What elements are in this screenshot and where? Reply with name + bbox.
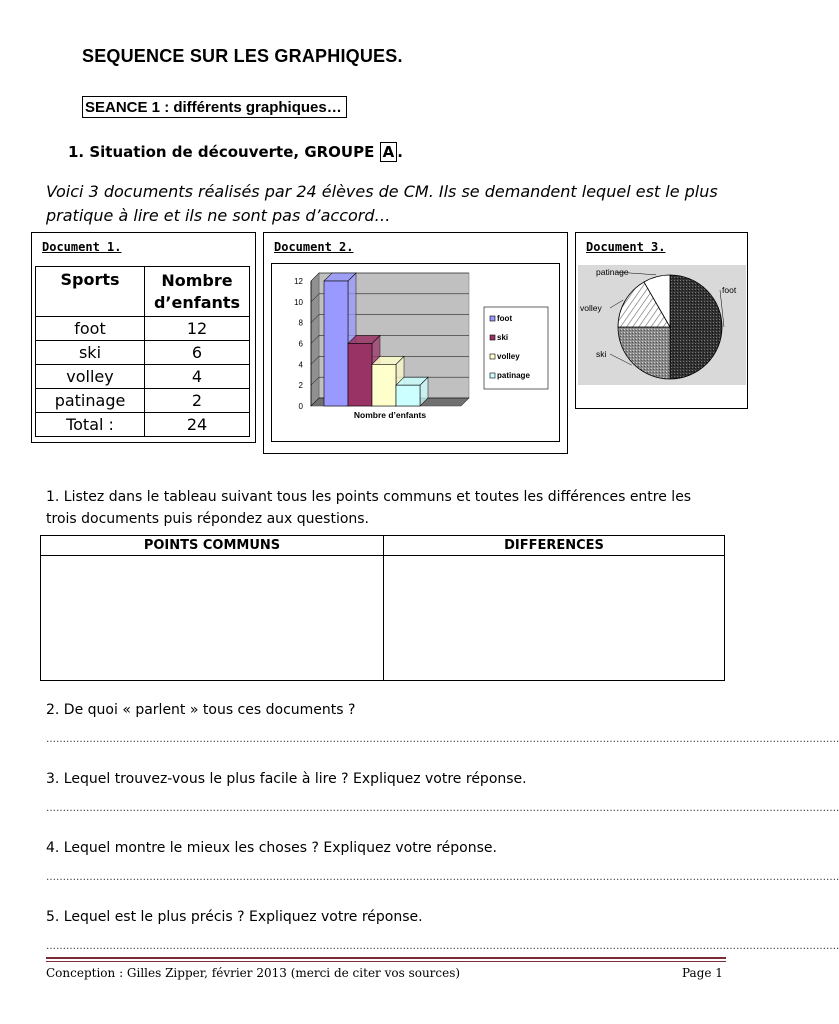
question-3: 3. Lequel trouvez-vous le plus facile à lire ? Expliquez votre réponse. — [46, 771, 527, 787]
answer-line-2[interactable]: …………………………………………………………………………………………………………………………………………………………………………………………………………………. — [46, 734, 839, 745]
situation-heading — [68, 143, 403, 161]
question-4: 4. Lequel montre le mieux les choses ? Expliquez votre réponse. — [46, 840, 497, 856]
group-letter: A — [380, 142, 398, 162]
legend-swatch — [490, 354, 495, 359]
y-tick-label: 2 — [298, 381, 303, 391]
document-1 — [31, 232, 256, 443]
y-tick-label: 4 — [298, 360, 303, 370]
count-cell: 2 — [145, 389, 250, 413]
situation-prefix: 1. Situation de découverte, GROUPE — [68, 143, 380, 161]
footer-divider — [46, 957, 726, 959]
pie-label: patinage — [596, 267, 629, 277]
answer-line-5[interactable]: …………………………………………………………………………………………………………………………………………………………………………………………………………………. — [46, 941, 839, 952]
compare-table — [40, 535, 725, 681]
sport-cell: ski — [36, 341, 145, 365]
legend-swatch — [490, 373, 495, 378]
pie-label: ski — [596, 349, 607, 359]
y-tick-label: 0 — [298, 402, 303, 411]
legend-label: patinage — [497, 371, 530, 380]
count-cell: 6 — [145, 341, 250, 365]
page-number: Page 1 — [682, 966, 723, 980]
bar-chart — [271, 263, 561, 443]
question-5: 5. Lequel est le plus précis ? Expliquez votre réponse. — [46, 909, 423, 925]
intro-text: Voici 3 documents réalisés par 24 élèves de CM. Ils se demandent lequel est le plus pratique à lire et ils ne sont pas d’accord… — [46, 182, 718, 225]
legend-label: volley — [497, 352, 520, 361]
differences-header: DIFFERENCES — [384, 536, 725, 556]
points-communs-header: POINTS COMMUNS — [41, 536, 384, 556]
table-row — [36, 341, 250, 365]
header-sports: Sports — [36, 267, 145, 317]
y-tick-label: 8 — [298, 318, 303, 328]
y-tick-label: 10 — [294, 297, 303, 307]
total-row — [36, 413, 250, 437]
pie-label: foot — [722, 285, 737, 295]
legend-swatch — [490, 335, 495, 340]
answer-line-3[interactable]: …………………………………………………………………………………………………………………………………………………………………………………………………………………. — [46, 803, 839, 814]
count-cell: 12 — [145, 317, 250, 341]
points-communs-cell[interactable] — [41, 556, 384, 681]
chart-legend — [484, 307, 548, 389]
document-2-label: Document 2. — [274, 240, 354, 254]
table-row — [36, 389, 250, 413]
header-nombre: Nombre d’enfants — [145, 267, 250, 317]
table-row — [36, 365, 250, 389]
document-3 — [575, 232, 748, 409]
footer-credit: Conception : Gilles Zipper, février 2013 (merci de citer vos sources) — [46, 966, 461, 980]
question-2: 2. De quoi « parlent » tous ces documents ? — [46, 702, 356, 718]
pie-label: volley — [580, 303, 602, 313]
footer-divider-thin — [46, 961, 726, 962]
sport-cell: patinage — [36, 389, 145, 413]
differences-cell[interactable] — [384, 556, 725, 681]
sport-cell: foot — [36, 317, 145, 341]
total-value: 24 — [145, 413, 250, 437]
answer-line-4[interactable]: …………………………………………………………………………………………………………………………………………………………………………………………………………………. — [46, 872, 839, 883]
seance-heading: SEANCE 1 : différents graphiques… — [82, 96, 347, 118]
document-2 — [263, 232, 568, 454]
pie-chart — [578, 265, 746, 385]
legend-label: ski — [497, 333, 509, 342]
table-row — [36, 317, 250, 341]
question-1: 1. Listez dans le tableau suivant tous les points communs et toutes les différences entre les trois documents puis répondez aux questions. — [46, 489, 692, 527]
situation-suffix: . — [397, 143, 403, 161]
legend-label: foot — [497, 314, 513, 323]
document-3-label: Document 3. — [586, 240, 666, 254]
total-label: Total : — [36, 413, 145, 437]
sports-table — [35, 266, 250, 437]
y-tick-label: 12 — [294, 277, 303, 286]
x-axis-label: Nombre d’enfants — [353, 410, 427, 420]
bar-patinage — [396, 377, 428, 406]
legend-swatch — [490, 316, 495, 321]
count-cell: 4 — [145, 365, 250, 389]
sport-cell: volley — [36, 365, 145, 389]
document-1-label: Document 1. — [42, 240, 122, 254]
page-title: SEQUENCE SUR LES GRAPHIQUES. — [82, 46, 403, 66]
y-tick-label: 6 — [298, 339, 303, 349]
